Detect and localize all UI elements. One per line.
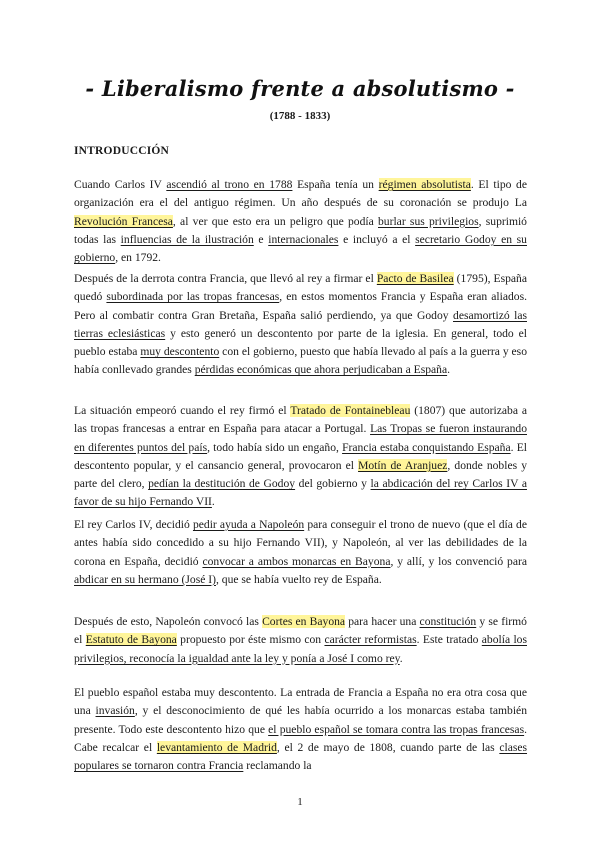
- highlighted-text: Cortes en Bayona: [262, 615, 346, 628]
- document-title: - Liberalismo frente a absolutismo -: [85, 76, 515, 101]
- underlined-text: abolía los privilegios, reconocía la igualdad ante la ley y ponía a José I como rey: [74, 633, 527, 665]
- text-run: . El tipo de organización era el del antiguo régimen. Un año después de su coronación se produjo La: [74, 178, 527, 210]
- underlined-text: influencias de la ilustración: [120, 232, 254, 246]
- text-run: .: [399, 651, 403, 665]
- text-run: para conseguir el trono de nuevo (que el día de antes había sido concedido a su hijo Fernando VII), y Napoleón, al ver las debilidades de la corona en España, decidió: [74, 518, 527, 568]
- text-run: España tenía un: [292, 178, 379, 191]
- paragraph-4: [74, 516, 527, 589]
- section-heading: INTRODUCCIÓN: [74, 145, 170, 157]
- underlined-text: burlar sus privilegios: [378, 214, 479, 228]
- underlined-text: carácter reformistas: [324, 633, 417, 647]
- paragraph-6: [74, 684, 527, 775]
- text-run: Cuando Carlos IV: [74, 178, 167, 191]
- paragraph-2: [74, 270, 527, 380]
- text-run: , suprimió todas las: [74, 214, 527, 246]
- highlighted-text: Revolución Francesa: [74, 214, 173, 228]
- page-number: 1: [297, 796, 303, 808]
- highlighted-text: Motín de Aranjuez: [358, 458, 448, 472]
- text-run: e: [253, 232, 269, 246]
- highlighted-text: levantamiento de Madrid: [156, 740, 277, 754]
- underlined-text: Francia estaba conquistando España: [342, 440, 511, 454]
- text-run: e incluyó a el: [338, 232, 416, 246]
- text-run: , que se había vuelto rey de España.: [215, 572, 382, 586]
- text-run: , y allí, y los convenció para: [390, 554, 527, 568]
- text-run: con el gobierno, puesto que había llevado al país a la guerra y eso había conllevado grandes: [74, 345, 527, 377]
- text-run: . Cabe recalcar el: [74, 722, 527, 754]
- underlined-text: pedir ayuda a Napoleón: [192, 518, 305, 531]
- highlighted-text: Tratado de Fontainebleau: [290, 404, 411, 417]
- text-run: .: [447, 363, 451, 377]
- paragraph-3: [74, 402, 527, 512]
- underlined-text: pérdidas económicas que ahora perjudicaban a España: [194, 363, 448, 377]
- text-run: . El descontento popular, y el cansancio general, provocaron el: [74, 440, 527, 472]
- underlined-text: invasión: [95, 704, 135, 718]
- document-dates: (1788 - 1833): [269, 110, 331, 122]
- underlined-text: la abdicación del rey Carlos IV a favor de su hijo Fernando VII: [74, 477, 527, 509]
- text-run: , todo había sido un engaño,: [207, 440, 343, 454]
- text-run: . Este tratado: [416, 633, 482, 647]
- underlined-text: constitución: [419, 615, 477, 628]
- text-run: El pueblo español estaba muy descontento. La entrada de Francia a España no era otra cosa que una: [74, 686, 527, 718]
- paragraph-1: [74, 176, 527, 267]
- text-run: del gobierno y: [295, 477, 371, 491]
- underlined-text: subordinada por las tropas francesas: [106, 290, 280, 304]
- text-run: , el 2 de mayo de 1808, cuando parte de las: [276, 740, 500, 754]
- text-run: y esto generó un descontento por parte de la iglesia. En general, todo el pueblo estaba: [74, 326, 527, 359]
- underlined-text: desamortizó las tierras eclesiásticas: [74, 308, 527, 340]
- text-run: , en 1792.: [115, 251, 161, 265]
- underlined-text: Las Tropas se fueron instaurando en diferentes puntos del país: [74, 422, 527, 454]
- text-run: , y el desconocimiento de qué les había ocurrido a los monarcas estaba también presente. Todo este descontento hizo que: [74, 704, 528, 736]
- text-run: La situación empeoró cuando el rey firmó el: [74, 404, 291, 417]
- underlined-text: muy descontento: [140, 345, 220, 359]
- text-run: .: [211, 495, 215, 509]
- text-run: , donde nobles y parte del clero,: [74, 458, 527, 491]
- text-run: reclamando la: [243, 759, 312, 773]
- text-run: Después de la derrota contra Francia, que llevó al rey a firmar el: [74, 272, 377, 285]
- underlined-text: internacionales: [268, 232, 339, 246]
- text-run: para hacer una: [345, 615, 420, 628]
- underlined-text: convocar a ambos monarcas en Bayona: [202, 554, 391, 568]
- text-run: El rey Carlos IV, decidió: [74, 518, 193, 531]
- underlined-text: pedían la destitución de Godoy: [148, 477, 296, 491]
- highlighted-text: Pacto de Basilea: [376, 272, 454, 285]
- text-run: propuesto por éste mismo con: [176, 633, 325, 647]
- underlined-text: ascendió al trono en 1788: [166, 178, 293, 191]
- underlined-text: clases populares se tornaron contra Francia: [74, 740, 528, 773]
- underlined-text: el pueblo español se tomara contra las tropas francesas: [268, 722, 525, 736]
- highlighted-text: Estatuto de Bayona: [85, 633, 177, 647]
- underlined-text: secretario Godoy en su gobierno: [74, 232, 527, 265]
- text-run: (1795), España quedó: [74, 272, 527, 304]
- underlined-text: abdicar en su hermano (José I): [74, 572, 216, 586]
- text-run: Después de esto, Napoleón convocó las: [74, 615, 263, 628]
- paragraph-5: [74, 613, 527, 668]
- text-run: y se firmó el: [74, 615, 527, 647]
- text-run: , en estos momentos Francia y España eran aliados. Pero al combatir contra Gran Bretaña, España salió perdiendo, ya que Godoy: [74, 290, 527, 322]
- text-run: (1807) que autorizaba a las tropas francesas a entrar en España para atacar a Portugal.: [74, 404, 528, 436]
- text-run: , al ver que esto era un peligro que podía: [172, 214, 378, 228]
- highlighted-text: régimen absolutista: [378, 178, 471, 191]
